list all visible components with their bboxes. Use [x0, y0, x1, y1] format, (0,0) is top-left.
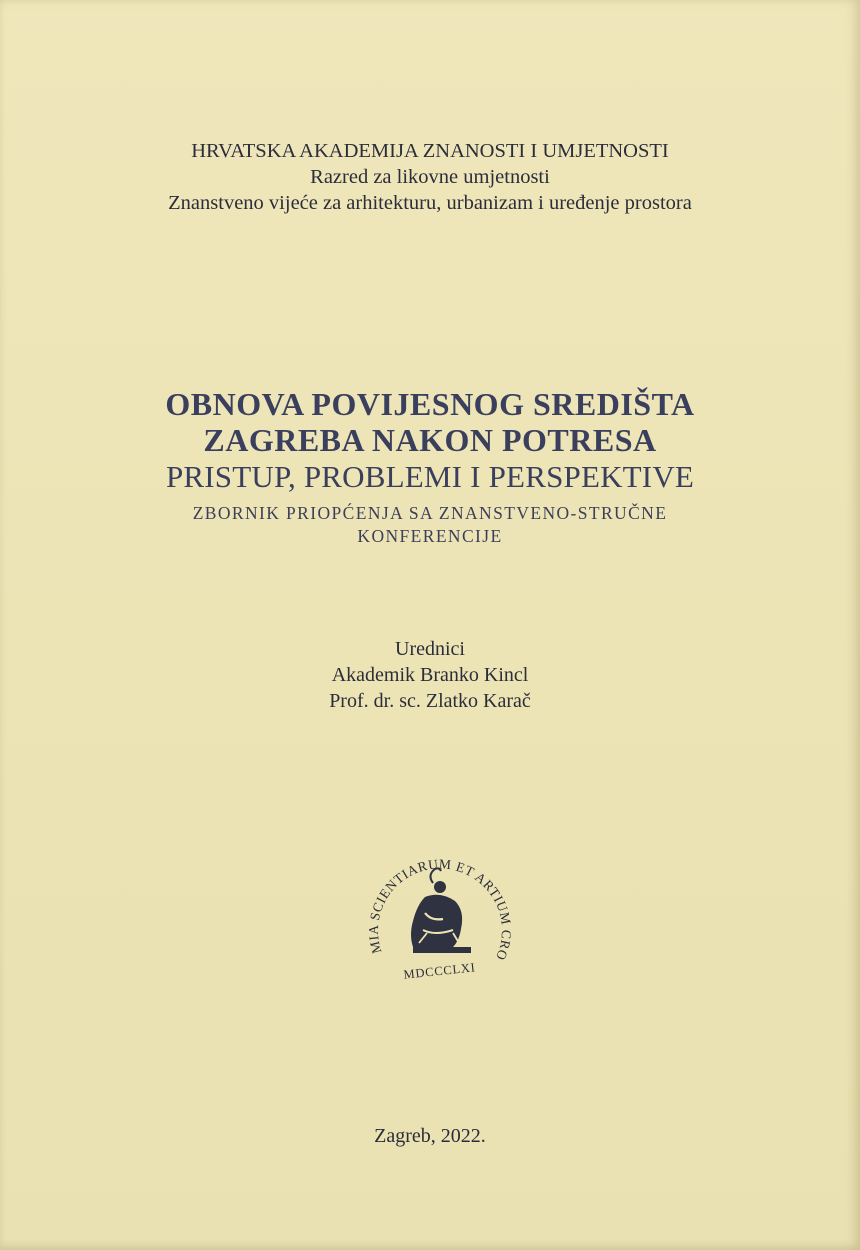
academy-seal: [355, 835, 525, 1005]
institution-council: Znanstveno vijeće za arhitekturu, urbanizam i uređenje prostora: [168, 192, 692, 214]
subtitle: PRISTUP, PROBLEMI I PERSPEKTIVE: [165, 459, 695, 494]
editor-name-2: Prof. dr. sc. Zlatko Karač: [329, 690, 531, 712]
editors-block: [0, 636, 860, 714]
institution-department: Razred za likovne umjetnosti: [310, 166, 550, 188]
collection-line-2: KONFERENCIJE: [357, 526, 503, 546]
title-line-1: OBNOVA POVIJESNOG SREDIŠTA: [165, 386, 695, 422]
seated-figure-emblem-icon: [355, 835, 525, 1005]
seal-year: MDCCCLXI: [402, 960, 477, 982]
institution-block: [0, 138, 860, 216]
institution-name: HRVATSKA AKADEMIJA ZNANOSTI I UMJETNOSTI: [191, 140, 669, 162]
imprint: Zagreb, 2022.: [374, 1125, 486, 1147]
editors-label: Urednici: [395, 638, 465, 660]
title-line-2: ZAGREBA NAKON POTRESA: [203, 422, 657, 458]
editor-name-1: Akademik Branko Kincl: [331, 664, 529, 686]
title-block: [0, 386, 860, 548]
seal-text: MIA SCIENTIARUM ET ARTIUM CRO: [365, 856, 515, 963]
collection-line-1: ZBORNIK PRIOPĆENJA SA ZNANSTVENO-STRUČNE: [192, 503, 668, 523]
